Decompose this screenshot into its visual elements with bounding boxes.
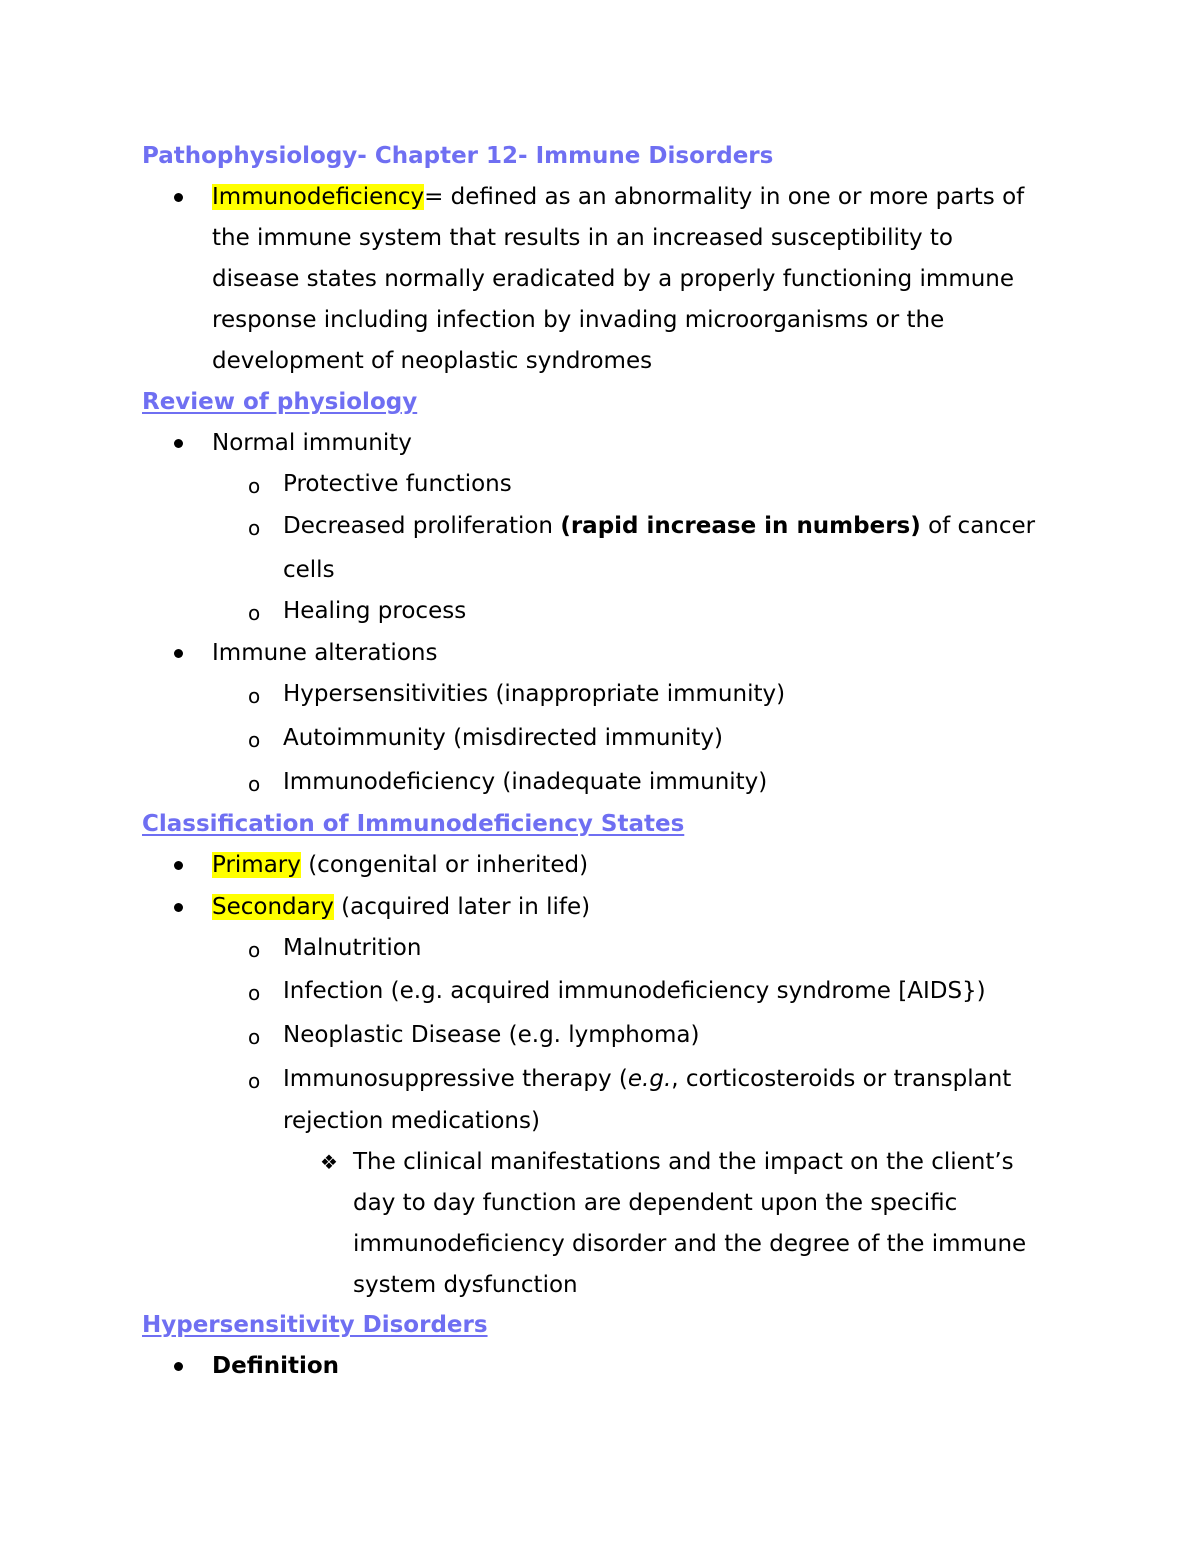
section-heading-review: Review of physiology [142,389,418,415]
sub-bullet-icon: o [248,1025,261,1049]
immunodeficiency-definition: Immunodeficiency= defined as an abnormality in one or more parts of [212,184,1025,210]
sub-bullet-icon: o [248,728,261,752]
sub-bullet-icon: o [248,772,261,796]
list-item: Immune alterations [212,640,438,666]
note-line: The clinical manifestations and the impact on the client’s [353,1149,1014,1175]
list-item: Neoplastic Disease (e.g. lymphoma) [283,1022,700,1048]
note-line: system dysfunction [353,1272,578,1298]
text-line: response including infection by invading microorganisms or the [212,307,945,333]
sub-bullet-icon: o [248,601,261,625]
list-item: Healing process [283,598,467,624]
note-line: day to day function are dependent upon the specific [353,1190,958,1216]
list-item: Immunosuppressive therapy (e.g., corticosteroids or transplant [283,1066,1012,1092]
section-heading-hypersensitivity: Hypersensitivity Disorders [142,1312,488,1338]
bullet-icon [174,901,186,913]
highlighted-term: Secondary [212,894,334,920]
text-line: rejection medications) [283,1108,540,1134]
sub-bullet-icon: o [248,684,261,708]
list-item: Normal immunity [212,430,412,456]
section-heading-classification: Classification of Immunodeficiency States [142,811,685,837]
highlighted-term: Primary [212,852,301,878]
list-item: Hypersensitivities (inappropriate immunity) [283,681,786,707]
text-line: disease states normally eradicated by a properly functioning immune [212,266,1015,292]
sub-bullet-icon: o [248,474,261,498]
list-item: Definition [212,1353,340,1379]
note-line: immunodeficiency disorder and the degree of the immune [353,1231,1027,1257]
bullet-icon [174,191,186,203]
sub-bullet-icon: o [248,516,261,540]
text-line: cells [283,557,335,583]
list-item: Primary (congenital or inherited) [212,852,589,878]
sub-bullet-icon: o [248,1069,261,1093]
text-line: the immune system that results in an increased susceptibility to [212,225,953,251]
diamond-bullet-icon: ❖ [320,1150,338,1174]
list-item: Secondary (acquired later in life) [212,894,591,920]
bullet-icon [174,647,186,659]
list-item: Protective functions [283,471,512,497]
bullet-icon [174,859,186,871]
list-item: Malnutrition [283,935,422,961]
sub-bullet-icon: o [248,938,261,962]
sub-bullet-icon: o [248,981,261,1005]
page-title: Pathophysiology- Chapter 12- Immune Disorders [142,143,774,169]
list-item: Autoimmunity (misdirected immunity) [283,725,723,751]
bullet-icon [174,437,186,449]
list-item: Immunodeficiency (inadequate immunity) [283,769,768,795]
list-item: Decreased proliferation (rapid increase in numbers) of cancer [283,513,1036,539]
list-item: Infection (e.g. acquired immunodeficiency syndrome [AIDS}) [283,978,986,1004]
text-line: development of neoplastic syndromes [212,348,653,374]
highlighted-term: Immunodeficiency [212,184,425,210]
bullet-icon [174,1360,186,1372]
